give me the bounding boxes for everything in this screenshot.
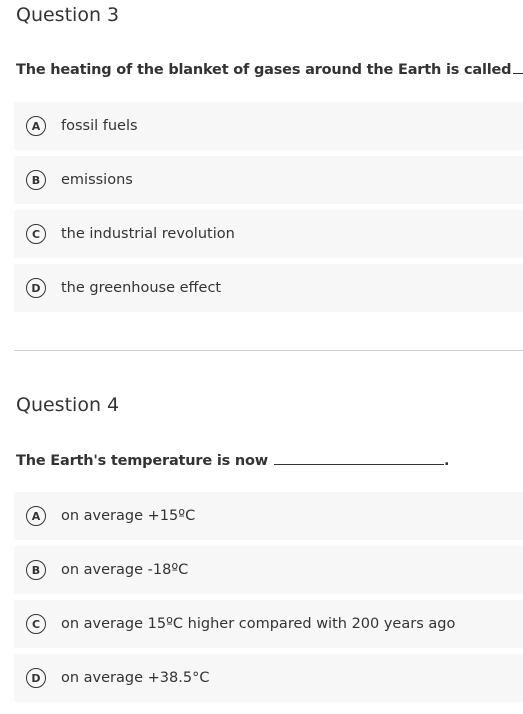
question-3-option-b[interactable] — [14, 156, 523, 204]
option-text: on average -18ºC — [61, 562, 189, 578]
option-letter-badge: A — [26, 506, 46, 526]
question-4-prompt — [16, 452, 449, 469]
question-3-option-c[interactable] — [14, 210, 523, 258]
question-4-prompt-end: . — [443, 453, 450, 469]
question-3-heading: Question 3 — [16, 4, 120, 26]
question-4-option-c[interactable] — [14, 600, 523, 648]
answer-blank — [274, 452, 444, 465]
option-text: emissions — [61, 172, 133, 188]
option-text: on average +15ºC — [61, 508, 196, 524]
option-text: on average +38.5°C — [61, 670, 210, 686]
question-4-option-b[interactable] — [14, 546, 523, 594]
option-letter-badge: B — [26, 560, 46, 580]
question-3-prompt — [16, 61, 523, 78]
question-divider — [14, 350, 523, 351]
question-3-option-d[interactable] — [14, 264, 523, 312]
option-letter-badge: A — [26, 116, 46, 136]
option-text: on average 15ºC higher compared with 200 years ago — [61, 616, 456, 632]
question-4-option-d[interactable] — [14, 654, 523, 702]
option-letter-badge: B — [26, 170, 46, 190]
option-letter-badge: D — [26, 668, 46, 688]
question-3-option-a[interactable] — [14, 102, 523, 150]
question-4-option-a[interactable] — [14, 492, 523, 540]
answer-blank — [513, 61, 523, 74]
option-letter-badge: D — [26, 278, 46, 298]
question-4-prompt-text: The Earth's temperature is now — [16, 453, 268, 469]
question-4-heading: Question 4 — [16, 394, 120, 416]
option-text: the greenhouse effect — [61, 280, 222, 296]
option-text: the industrial revolution — [61, 226, 235, 242]
option-letter-badge: C — [26, 614, 46, 634]
option-letter-badge: C — [26, 224, 46, 244]
option-text: fossil fuels — [61, 118, 138, 134]
question-3-prompt-text: The heating of the blanket of gases around the Earth is called — [16, 62, 512, 78]
